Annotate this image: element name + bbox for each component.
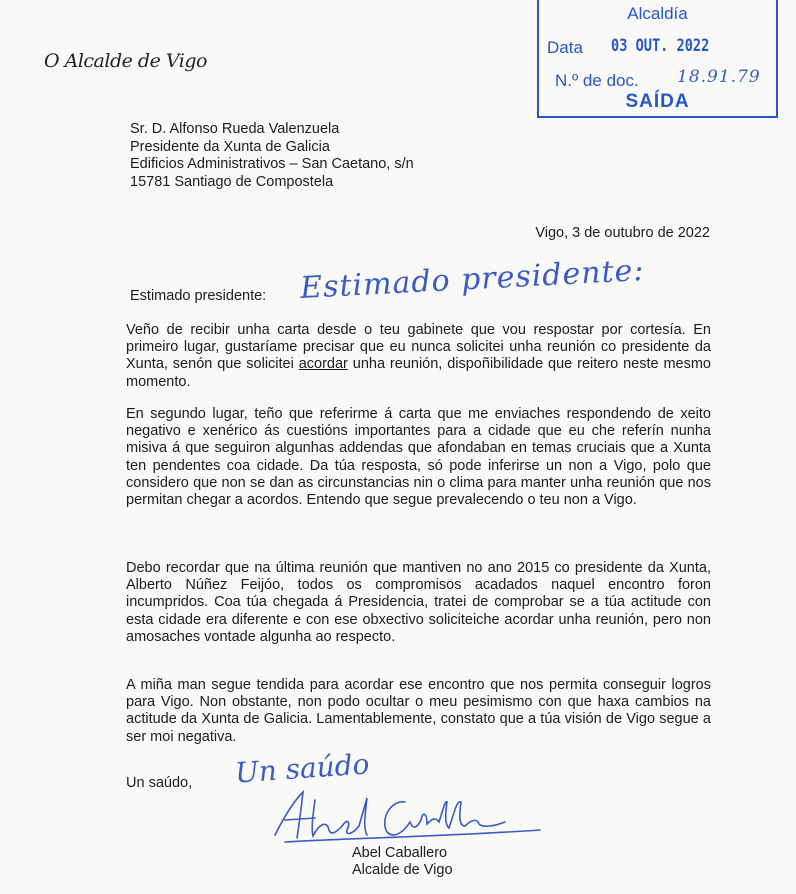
paragraph-2: En segundo lugar, teño que referirme á carta que me enviaches respondendo de xeito negativo e xenérico ás cuestións importantes para a cidade que eu che referín nunha misiva á que seguiron algunhas addendas que afondaban en temas cruciais que a Xunta ten pendentes coa cidade. Da túa resposta, só pode inferirse un non a Vigo, polo que considero que non se dan as circunstancias nin o clima para manter unha reunión que nos permitan chegar a acordos. Entendo que segue prevalecendo o teu non a Vigo. [126, 406, 711, 509]
paragraph-3: Debo recordar que na última reunión que mantiven no ano 2015 co presidente da Xunta, Alberto Núñez Feijóo, todos os compromisos acadados naquel encontro foron incumpridos. Coa túa chegada á Presidencia, tratei de comprobar se a túa actitude con esta cidade era diferente e con ese obxectivo soliciteiche acordar unha reunión, pero non amosaches vontade algunha ao respecto. [126, 560, 711, 645]
recipient-name: Sr. D. Alfonso Rueda Valenzuela [130, 121, 340, 137]
stamp-direction: SAÍDA [625, 91, 690, 112]
greeting: Estimado presidente: [130, 288, 267, 304]
place-date: Vigo, 3 de outubro de 2022 [535, 225, 710, 241]
stamp-doc-label: N.º de doc. [555, 71, 639, 90]
recipient-title: Presidente da Xunta de Galicia [130, 138, 330, 155]
handwritten-closing: Un saúdo [234, 747, 371, 790]
paragraph-1 [126, 322, 711, 391]
recipient-address [130, 121, 414, 191]
paragraph-1-text-end: unha reunión, dispoñibilidade que reitero neste mesmo momento. [126, 356, 711, 390]
letterhead: O Alcalde de Vigo [44, 50, 207, 72]
stamp-doc-number: 18.91.79 [677, 67, 761, 87]
recipient-street: Edificios Administrativos – San Caetano, s/n [130, 156, 414, 172]
signature-stroke [312, 798, 367, 836]
signature-stroke [275, 792, 315, 838]
handwritten-greeting: Estimado presidente: [299, 253, 646, 306]
paragraph-4: A miña man segue tendida para acordar ese encontro que nos permita conseguir logros para Vigo. Non obstante, non podo ocultar o meu pesimismo con que haxa cambios na actitude da Xunta de Galicia. Lamentablemente, constato que a túa visión de Vigo segue a ser moi negativa. [126, 677, 711, 745]
registry-stamp [537, 0, 778, 118]
underlined-word: acordar [298, 356, 348, 373]
signature-underline [285, 830, 540, 842]
stamp-date-value: 03 OUT. 2022 [611, 36, 710, 56]
signer-name: Abel Caballero [352, 845, 448, 861]
signer-title: Alcalde de Vigo [352, 862, 453, 878]
signature [255, 780, 555, 850]
signer-block [352, 845, 453, 879]
stamp-office: Alcaldía [627, 4, 688, 23]
paragraph-1-text: Veño de recibir unha carta desde o teu gabinete que vou respostar por cortesía. En primeiro lugar, gustaríame precisar que eu nunca solicitei unha reunión co presidente da Xunta, senón que solicitei [126, 322, 711, 373]
stamp-date-label: Data [547, 38, 583, 57]
recipient-city: 15781 Santiago de Compostela [130, 173, 334, 190]
closing: Un saúdo, [126, 775, 193, 791]
signature-stroke [385, 802, 505, 835]
